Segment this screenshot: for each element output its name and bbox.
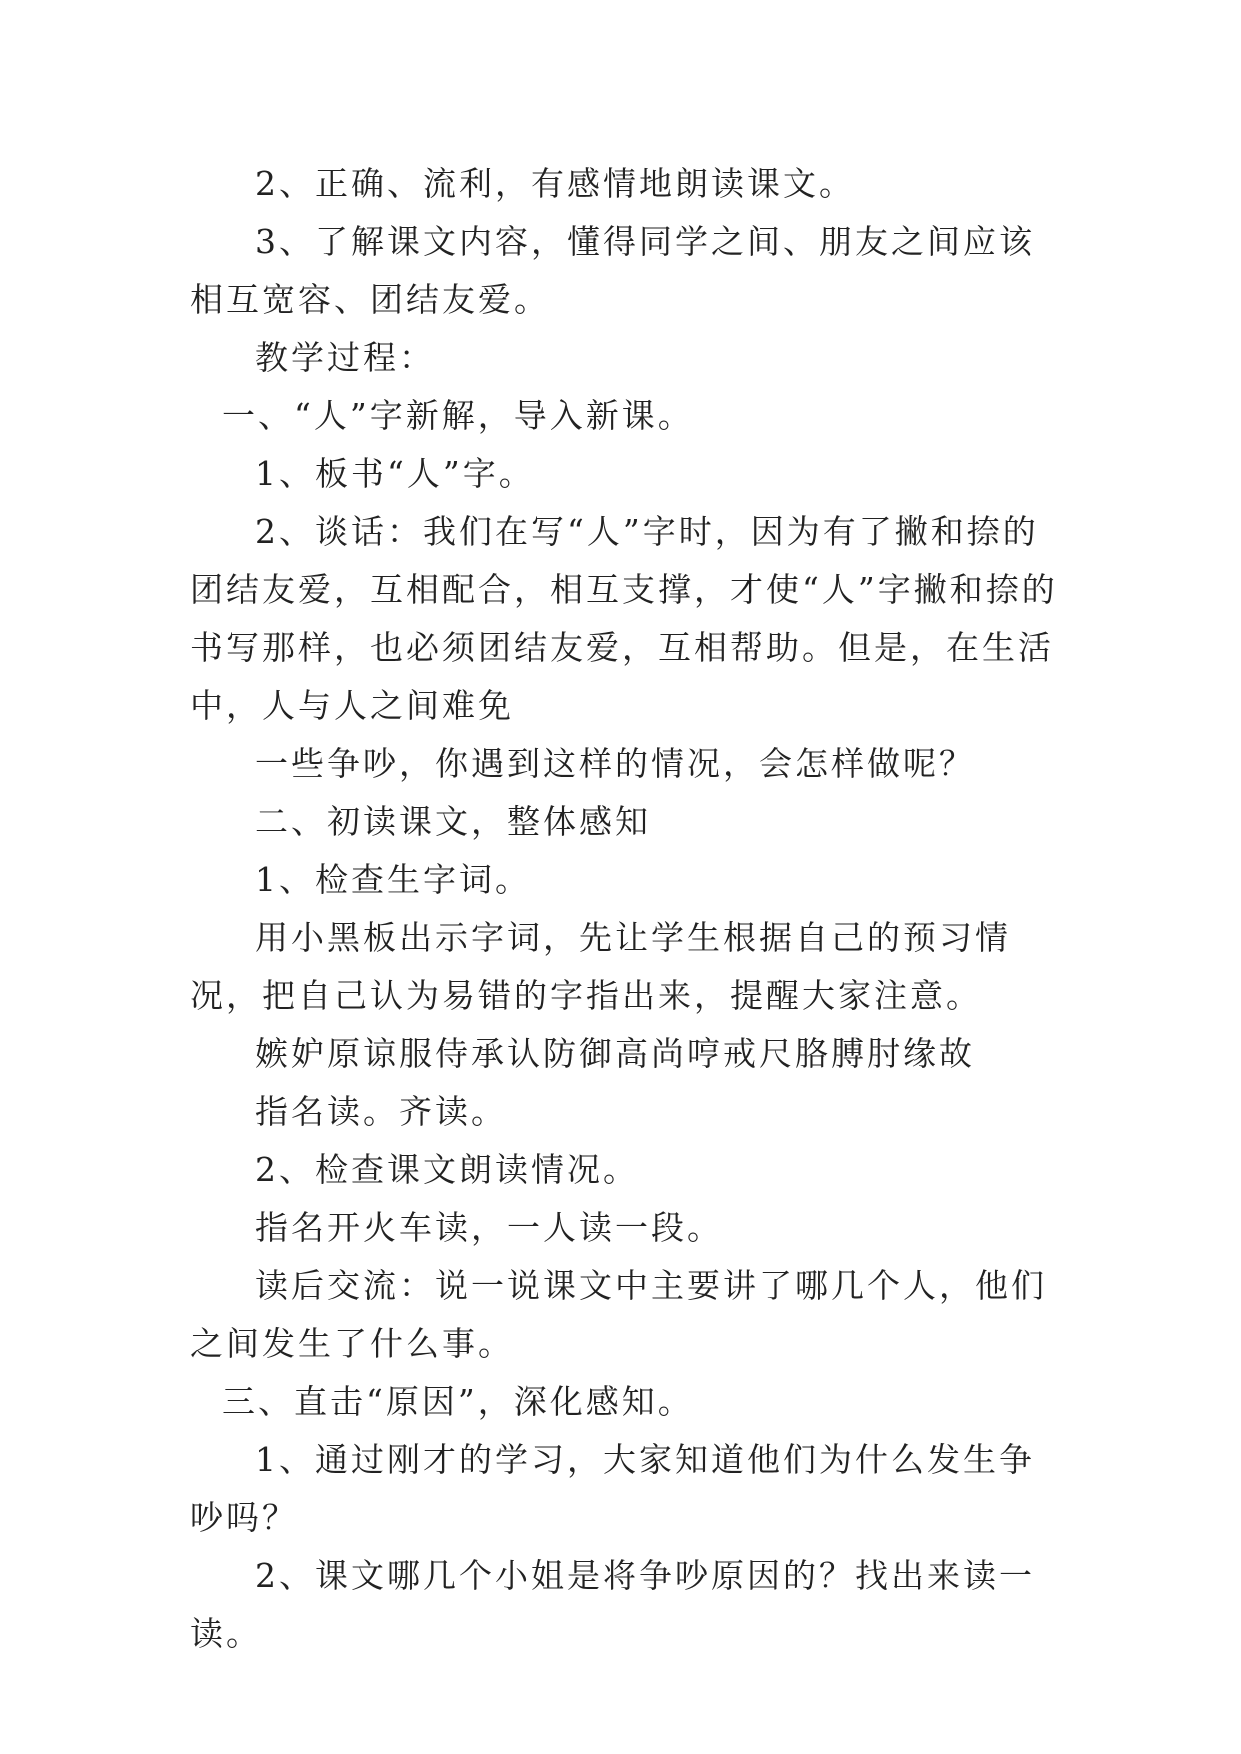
paragraph: 1、板书“人”字。 [255, 454, 535, 493]
paragraph: 2、谈话：我们在写“人”字时，因为有了撇和捺的团结友爱，互相配合，相互支撑，才使“人”字撇和捺的书写那样，也必须团结友爱，互相帮助。但是，在生活中，人与人之间难免 [190, 512, 1058, 725]
paragraph: 2、检查课文朗读情况。 [255, 1150, 639, 1189]
vocabulary-list: 嫉妒原谅服侍承认防御高尚哼戒尺胳膊肘缘故 [255, 1034, 975, 1073]
paragraph: 一些争吵，你遇到这样的情况，会怎样做呢？ [255, 744, 975, 783]
paragraph: 指名开火车读，一人读一段。 [255, 1208, 723, 1247]
paragraph: 2、课文哪几个小姐是将争吵原因的？找出来读一读。 [190, 1556, 1035, 1653]
section-heading: 二、初读课文，整体感知 [255, 802, 651, 841]
paragraph: 1、通过刚才的学习，大家知道他们为什么发生争吵吗？ [190, 1440, 1035, 1537]
section-heading: 三、直击“原因”，深化感知。 [222, 1382, 694, 1421]
paragraph: 用小黑板出示字词，先让学生根据自己的预习情况，把自己认为易错的字指出来，提醒大家注意。 [190, 918, 1011, 1015]
document-body [190, 155, 1060, 1663]
paragraph: 教学过程： [255, 338, 435, 377]
paragraph: 1、检查生字词。 [255, 860, 531, 899]
paragraph: 2、正确、流利，有感情地朗读课文。 [255, 164, 855, 203]
section-heading: 一、“人”字新解，导入新课。 [222, 396, 694, 435]
paragraph: 3、了解课文内容，懂得同学之间、朋友之间应该相互宽容、团结友爱。 [190, 222, 1035, 319]
paragraph: 读后交流：说一说课文中主要讲了哪几个人，他们之间发生了什么事。 [190, 1266, 1047, 1363]
paragraph: 指名读。齐读。 [255, 1092, 507, 1131]
